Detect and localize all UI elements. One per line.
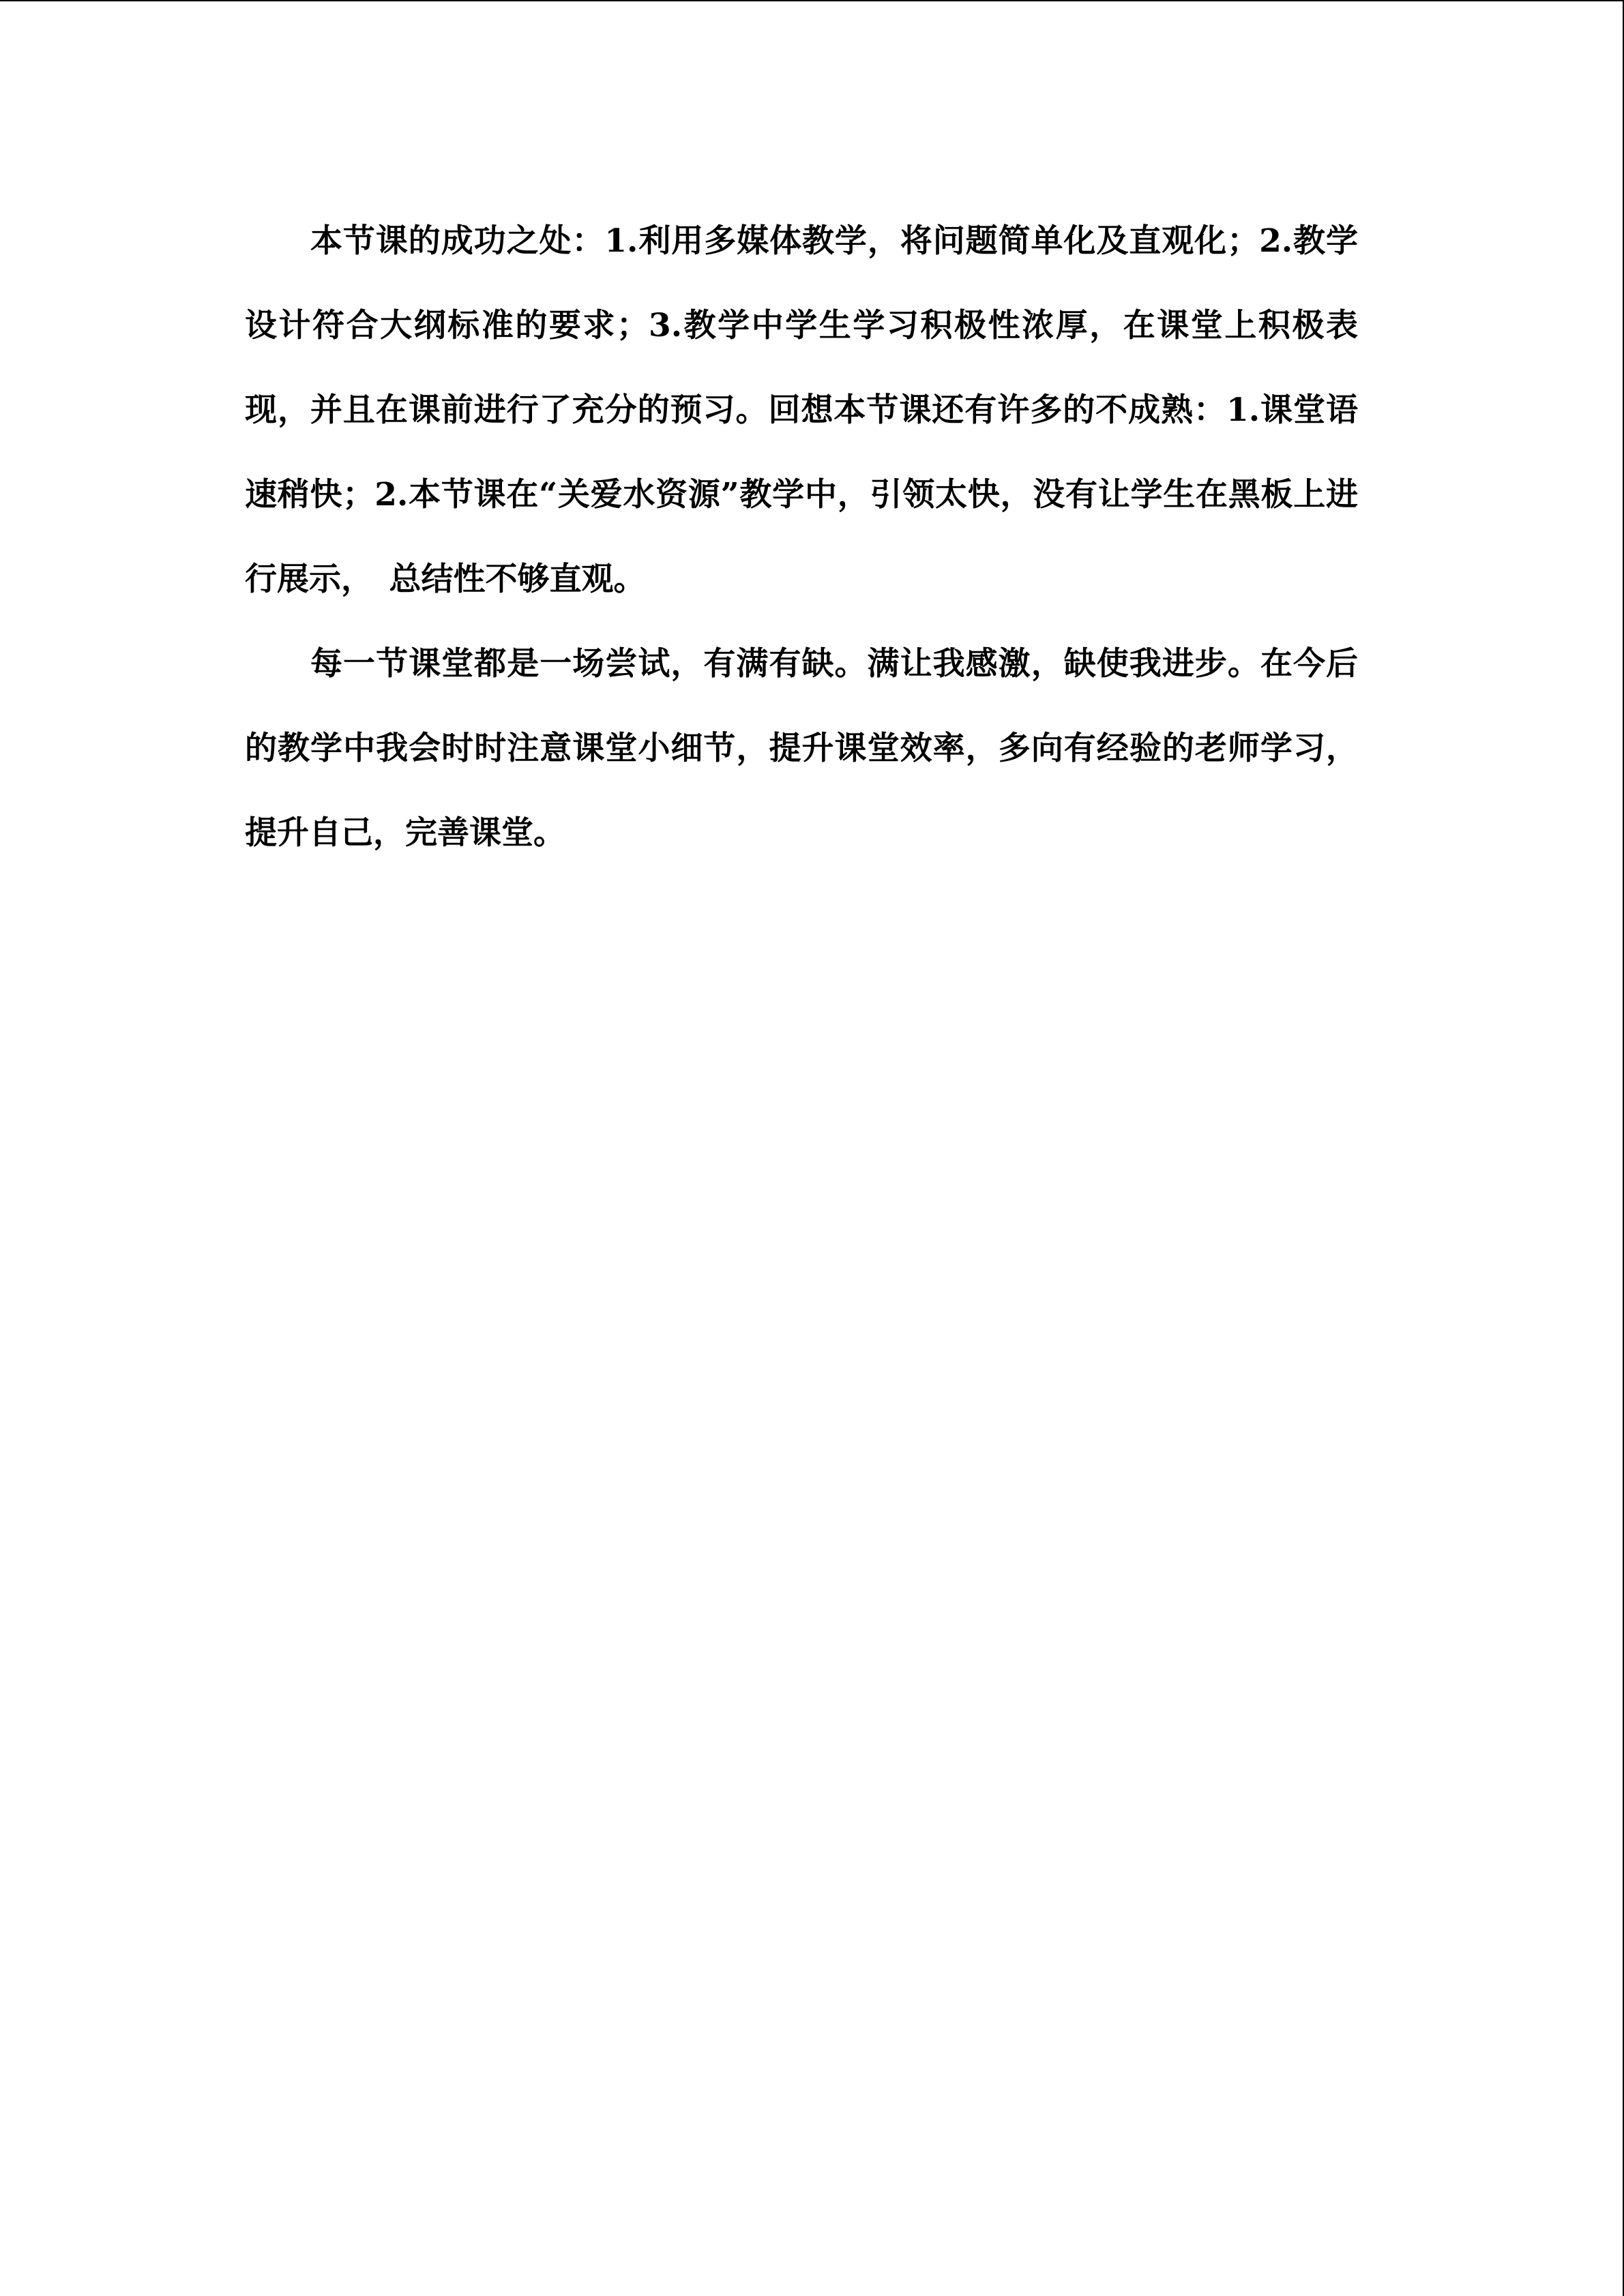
paragraph-reflection-summary: 本节课的成功之处：1.利用多媒体教学，将问题简单化及直观化；2.教学设计符合大纲标准的要求；3.教学中学生学习积极性浓厚，在课堂上积极表现，并且在课前进行了充分的预习。回想本节课还有许多的不成熟：1.课堂语速稍快；2.本节课在“关爱水资源”教学中，引领太快，没有让学生在黑板上进行展示， 总结性不够直观。 xyxy=(245,222,1358,598)
document-body xyxy=(245,199,1358,876)
paragraph-reflection-conclusion: 每一节课堂都是一场尝试，有满有缺。满让我感激，缺使我进步。在今后的教学中我会时时注意课堂小细节，提升课堂效率，多向有经验的老师学习，提升自己，完善课堂。 xyxy=(245,645,1358,852)
